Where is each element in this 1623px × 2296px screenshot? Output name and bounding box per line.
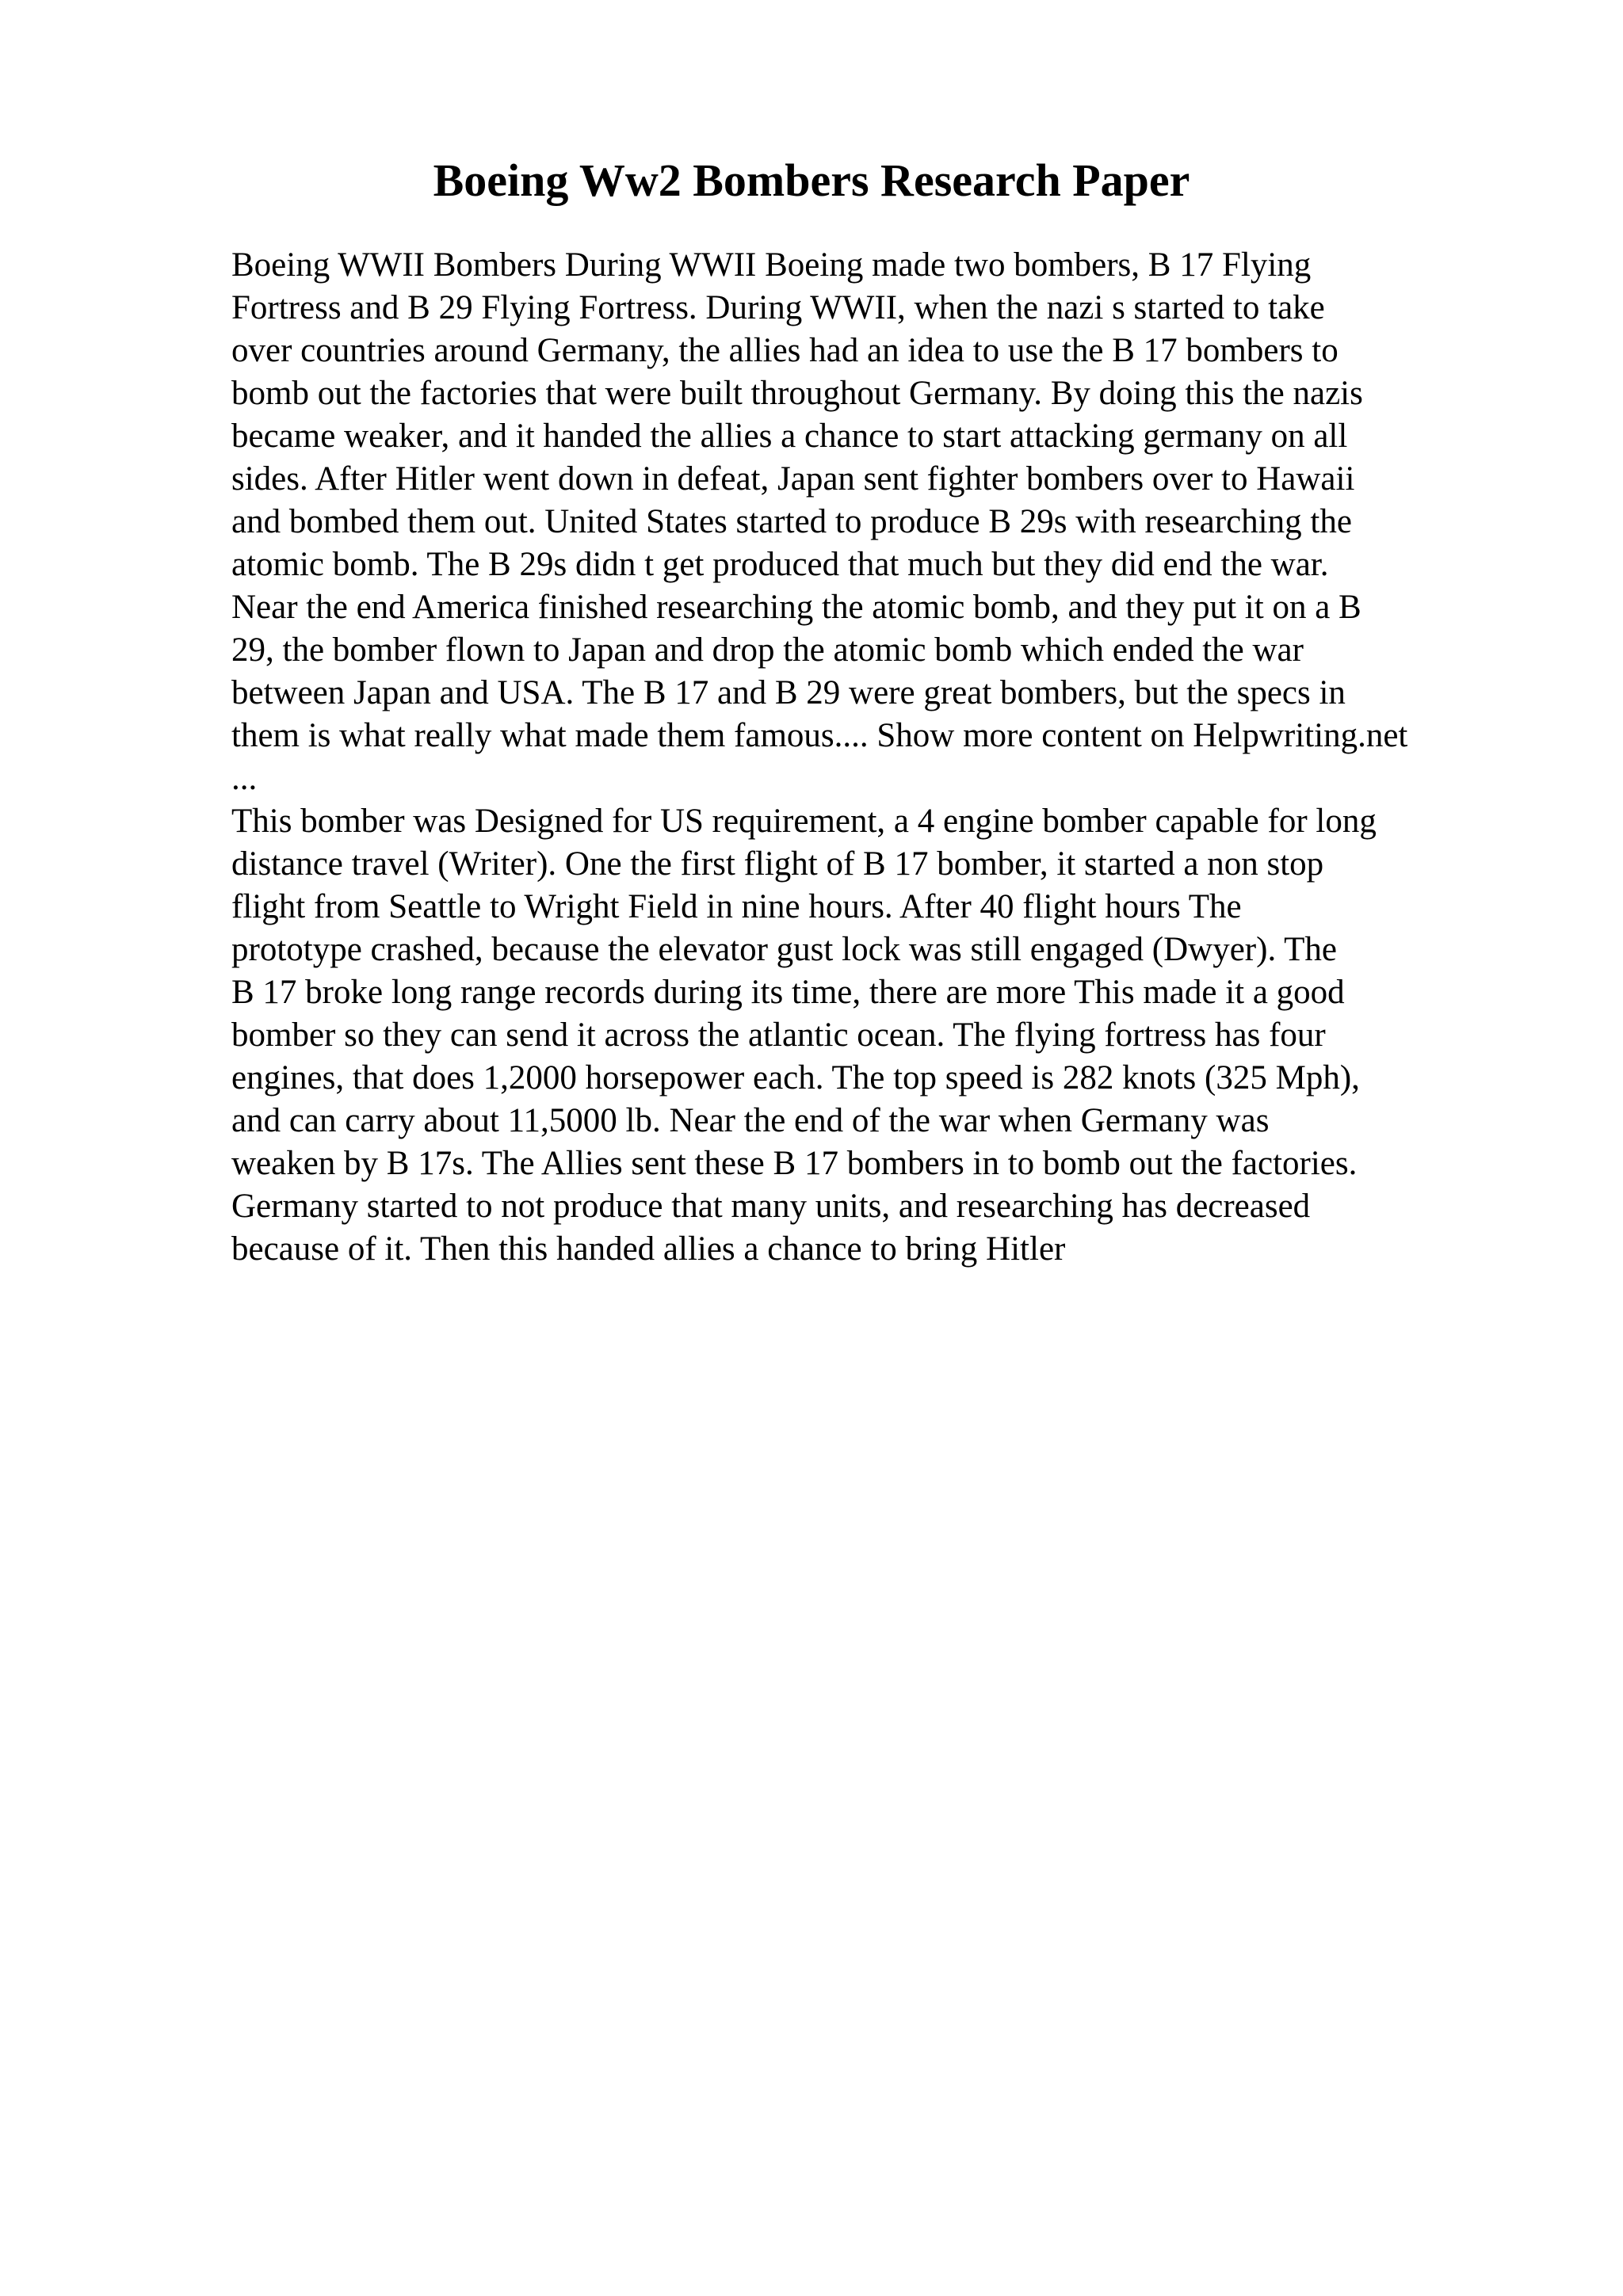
body-line: ... <box>231 760 258 797</box>
body-line: over countries around Germany, the allies had an idea to use the B 17 bombers to <box>231 332 1338 369</box>
body-line: 29, the bomber flown to Japan and drop the atomic bomb which ended the war <box>231 631 1304 669</box>
body-line: became weaker, and it handed the allies a chance to start attacking germany on all <box>231 418 1348 455</box>
body-line: weaken by B 17s. The Allies sent these B 17 bombers in to bomb out the factories. <box>231 1145 1358 1182</box>
body-line: sides. After Hitler went down in defeat, Japan sent fighter bombers over to Hawaii <box>231 460 1355 498</box>
body-line: engines, that does 1,2000 horsepower each. The top speed is 282 knots (325 Mph), <box>231 1059 1360 1097</box>
body-line: Near the end America finished researching the atomic bomb, and they put it on a B <box>231 589 1361 626</box>
body-line: bomber so they can send it across the atlantic ocean. The flying fortress has four <box>231 1016 1326 1054</box>
body-line: and can carry about 11,5000 lb. Near the end of the war when Germany was <box>231 1102 1270 1139</box>
body-line: Fortress and B 29 Flying Fortress. During WWII, when the nazi s started to take <box>231 289 1325 326</box>
body-line: prototype crashed, because the elevator gust lock was still engaged (Dwyer). The <box>231 931 1338 968</box>
body-line: B 17 broke long range records during its time, there are more This made it a good <box>231 974 1345 1011</box>
body-line: Boeing WWII Bombers During WWII Boeing made two bombers, B 17 Flying <box>231 246 1312 284</box>
body-line: between Japan and USA. The B 17 and B 29 were great bombers, but the specs in <box>231 674 1346 711</box>
body-line: because of it. Then this handed allies a chance to bring Hitler <box>231 1230 1066 1268</box>
body-line: Germany started to not produce that many units, and researching has decreased <box>231 1188 1311 1225</box>
body-line: bomb out the factories that were built throughout Germany. By doing this the nazis <box>231 375 1363 412</box>
document-body <box>231 244 1515 1271</box>
body-line: distance travel (Writer). One the first flight of B 17 bomber, it started a non stop <box>231 845 1324 883</box>
body-line: atomic bomb. The B 29s didn t get produced that much but they did end the war. <box>231 546 1329 583</box>
body-line: them is what really what made them famous.... Show more content on Helpwriting.net <box>231 717 1408 754</box>
body-line: flight from Seattle to Wright Field in nine hours. After 40 flight hours The <box>231 888 1242 925</box>
body-line: This bomber was Designed for US requirement, a 4 engine bomber capable for long <box>231 803 1377 840</box>
body-line: and bombed them out. United States started to produce B 29s with researching the <box>231 503 1352 540</box>
document-title: Boeing Ww2 Bombers Research Paper <box>433 154 1190 206</box>
